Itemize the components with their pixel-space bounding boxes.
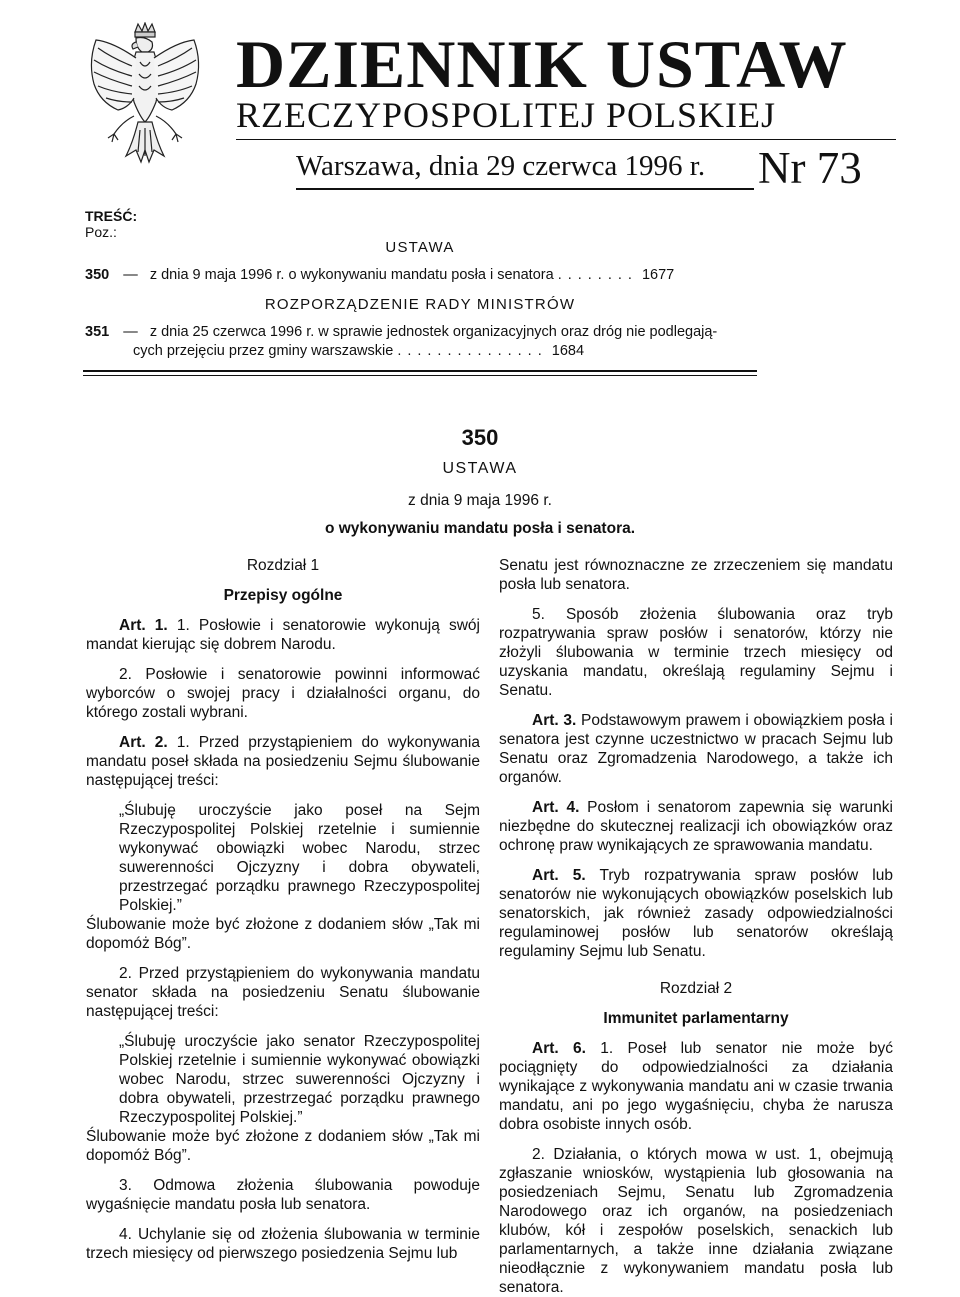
act-number: 350	[461, 425, 499, 450]
art-4-text: Posłom i senatorom zapewnia się warunki niezbędne do skutecznej realizacji ich obowiązków oraz ochronę praw wynikających ze sprawowania mandatu.	[499, 799, 893, 854]
art-3-label: Art. 3.	[532, 712, 577, 729]
art-6-par-2: 2. Działania, o których mowa w ust. 1, obejmują zgłaszanie wniosków, wystąpienia lub głosowania na posiedzeniach Sejmu, Senatu lub Zgromadzenia Narodowego oraz ich organów, na posiedzeniach klubów, kół i zespołów poselskich, senackich lub parlamentarnych, a także inne działania związane nieodłącznie z wykonywaniem mandatu posła lub senatora.	[499, 1146, 893, 1296]
issue-dateline: Warszawa, dnia 29 czerwca 1996 r.	[296, 150, 706, 182]
art-2-par-1-text: 1. Przed przystąpieniem do wykonywania mandatu poseł składa na posiedzeniu Sejmu ślubowanie następującej treści:	[86, 734, 480, 789]
entry-page: 1677	[641, 267, 675, 283]
contents-poz-label: Poz.:	[85, 224, 117, 240]
art-3	[499, 711, 893, 787]
contents-entry-350[interactable]	[85, 266, 765, 285]
right-column	[499, 556, 893, 1297]
contents-entry-351[interactable]	[85, 323, 765, 361]
art-2-par-4: 4. Uchylanie się od złożenia ślubowania w terminie trzech miesięcy od pierwszego posiedzenia Sejmu lub	[86, 1226, 480, 1262]
contents-separator-top	[83, 370, 757, 372]
art-2-par-2: 2. Przed przystąpieniem do wykonywania mandatu senator składa na posiedzeniu Senatu ślubowanie następującej treści:	[86, 965, 480, 1020]
masthead-rule	[236, 139, 896, 140]
art-5-text: Tryb rozpatrywania spraw posłów lub senatorów nie wykonujących obowiązków poselskich lub senatorskich, jak również zasady odpowiedzialności regulaminowej posłów lub senatorów określają regulaminy Sejmu lub Senatu.	[499, 867, 893, 960]
entry-page: 1684	[551, 343, 585, 359]
art-2-par-3: 3. Odmowa złożenia ślubowania powoduje wygaśnięcie mandatu posła lub senatora.	[86, 1177, 480, 1213]
art-1-par-1	[86, 616, 480, 654]
contents-category-rozporzadzenie: ROZPORZĄDZENIE RADY MINISTRÓW	[264, 296, 576, 313]
chapter-1-label: Rozdział 1	[246, 557, 320, 574]
entry-dots: ........	[557, 267, 638, 283]
entry-text-line1: z dnia 25 czerwca 1996 r. w sprawie jednostek organizacyjnych oraz dróg nie podlegają-	[149, 324, 718, 340]
entry-dash: —	[123, 324, 138, 340]
dateline-rule	[296, 188, 754, 190]
act-title: o wykonywaniu mandatu posła i senatora.	[324, 520, 636, 537]
entry-number: 351	[85, 324, 110, 340]
art-2-par-4-continuation: Senatu jest równoznaczne ze zrzeczeniem się mandatu posła lub senatora.	[499, 557, 893, 593]
contents-category-ustawa: USTAWA	[385, 239, 455, 256]
entry-dash: —	[123, 267, 138, 283]
art-6-label: Art. 6.	[532, 1040, 586, 1057]
entry-text-line2: cych przejęciu przez gminy warszawskie	[133, 343, 394, 359]
art-4	[499, 798, 893, 855]
issue-number: Nr 73	[758, 143, 862, 193]
act-type: USTAWA	[442, 460, 518, 477]
art-2-par-1	[86, 733, 480, 790]
journal-title: DZIENNIK USTAW	[236, 26, 848, 102]
oath-addition-senator: Ślubowanie może być złożone z dodaniem słów „Tak mi dopomóż Bóg”.	[86, 1128, 480, 1164]
art-6-par-1	[499, 1039, 893, 1134]
art-3-text: Podstawowym prawem i obowiązkiem posła i senatora jest czynne uczestnictwo w pracach Sejmu lub Senatu oraz Zgromadzenia Narodowego, a także ich organów.	[499, 712, 893, 786]
entry-dots: ...............	[397, 343, 548, 359]
oath-addition-posel: Ślubowanie może być złożone z dodaniem słów „Tak mi dopomóż Bóg”.	[86, 916, 480, 952]
art-5	[499, 866, 893, 961]
art-5-label: Art. 5.	[532, 867, 586, 884]
art-1-par-1-text: 1. Posłowie i senatorowie wykonują swój mandat kierując się dobrem Narodu.	[86, 617, 480, 653]
act-date: z dnia 9 maja 1996 r.	[408, 492, 552, 509]
contents-separator-bottom	[83, 375, 757, 376]
entry-number: 350	[85, 267, 110, 283]
oath-posel: „Ślubuję uroczyście jako poseł na Sejm Rzeczypospolitej Polskiej rzetelnie i sumiennie wykonywać obowiązki wobec Narodu, strzec suwerenności Ojczyzny i dobra obywateli, przestrzegać porządku prawnego Rzeczypospolitej Polskiej.”	[119, 802, 480, 914]
art-2-par-5: 5. Sposób złożenia ślubowania oraz tryb rozpatrywania spraw posłów i senatorów, którzy nie złożyli ślubowania w terminie trzech miesięcy od uzyskania mandatu, określają regulaminy Sejmu i Senatu.	[499, 606, 893, 699]
entry-text: z dnia 9 maja 1996 r. o wykonywaniu mandatu posła i senatora	[149, 267, 554, 283]
left-column	[86, 556, 480, 1263]
art-4-label: Art. 4.	[532, 799, 580, 816]
art-1-par-2: 2. Posłowie i senatorowie powinni informować wyborców o swojej pracy i działalności organu, do którego zostali wybrani.	[86, 666, 480, 721]
contents-heading: TREŚĆ:	[85, 208, 138, 224]
art-6-par-1-text: 1. Poseł lub senator nie może być pociągnięty do odpowiedzialności za działania wynikające z wykonywania mandatu ani w czasie trwania mandatu, ani po jego wygaśnięciu, chyba że narusza dobra osobiste innych osób.	[499, 1040, 893, 1133]
chapter-2-title: Immunitet parlamentarny	[603, 1010, 789, 1027]
eagle-emblem-icon	[78, 22, 213, 172]
journal-subtitle: RZECZYPOSPOLITEJ POLSKIEJ	[236, 95, 777, 135]
art-2-label: Art. 2.	[119, 734, 168, 751]
art-1-label: Art. 1.	[119, 617, 168, 634]
chapter-2-label: Rozdział 2	[659, 980, 733, 997]
oath-senator: „Ślubuję uroczyście jako senator Rzeczypospolitej Polskiej rzetelnie i sumiennie wykonywać obowiązki wobec Narodu, strzec suwerenności Ojczyzny i dobra obywateli, przestrzegać porządku prawnego Rzeczypospolitej Polskiej.”	[119, 1033, 480, 1126]
chapter-1-title: Przepisy ogólne	[223, 587, 343, 604]
